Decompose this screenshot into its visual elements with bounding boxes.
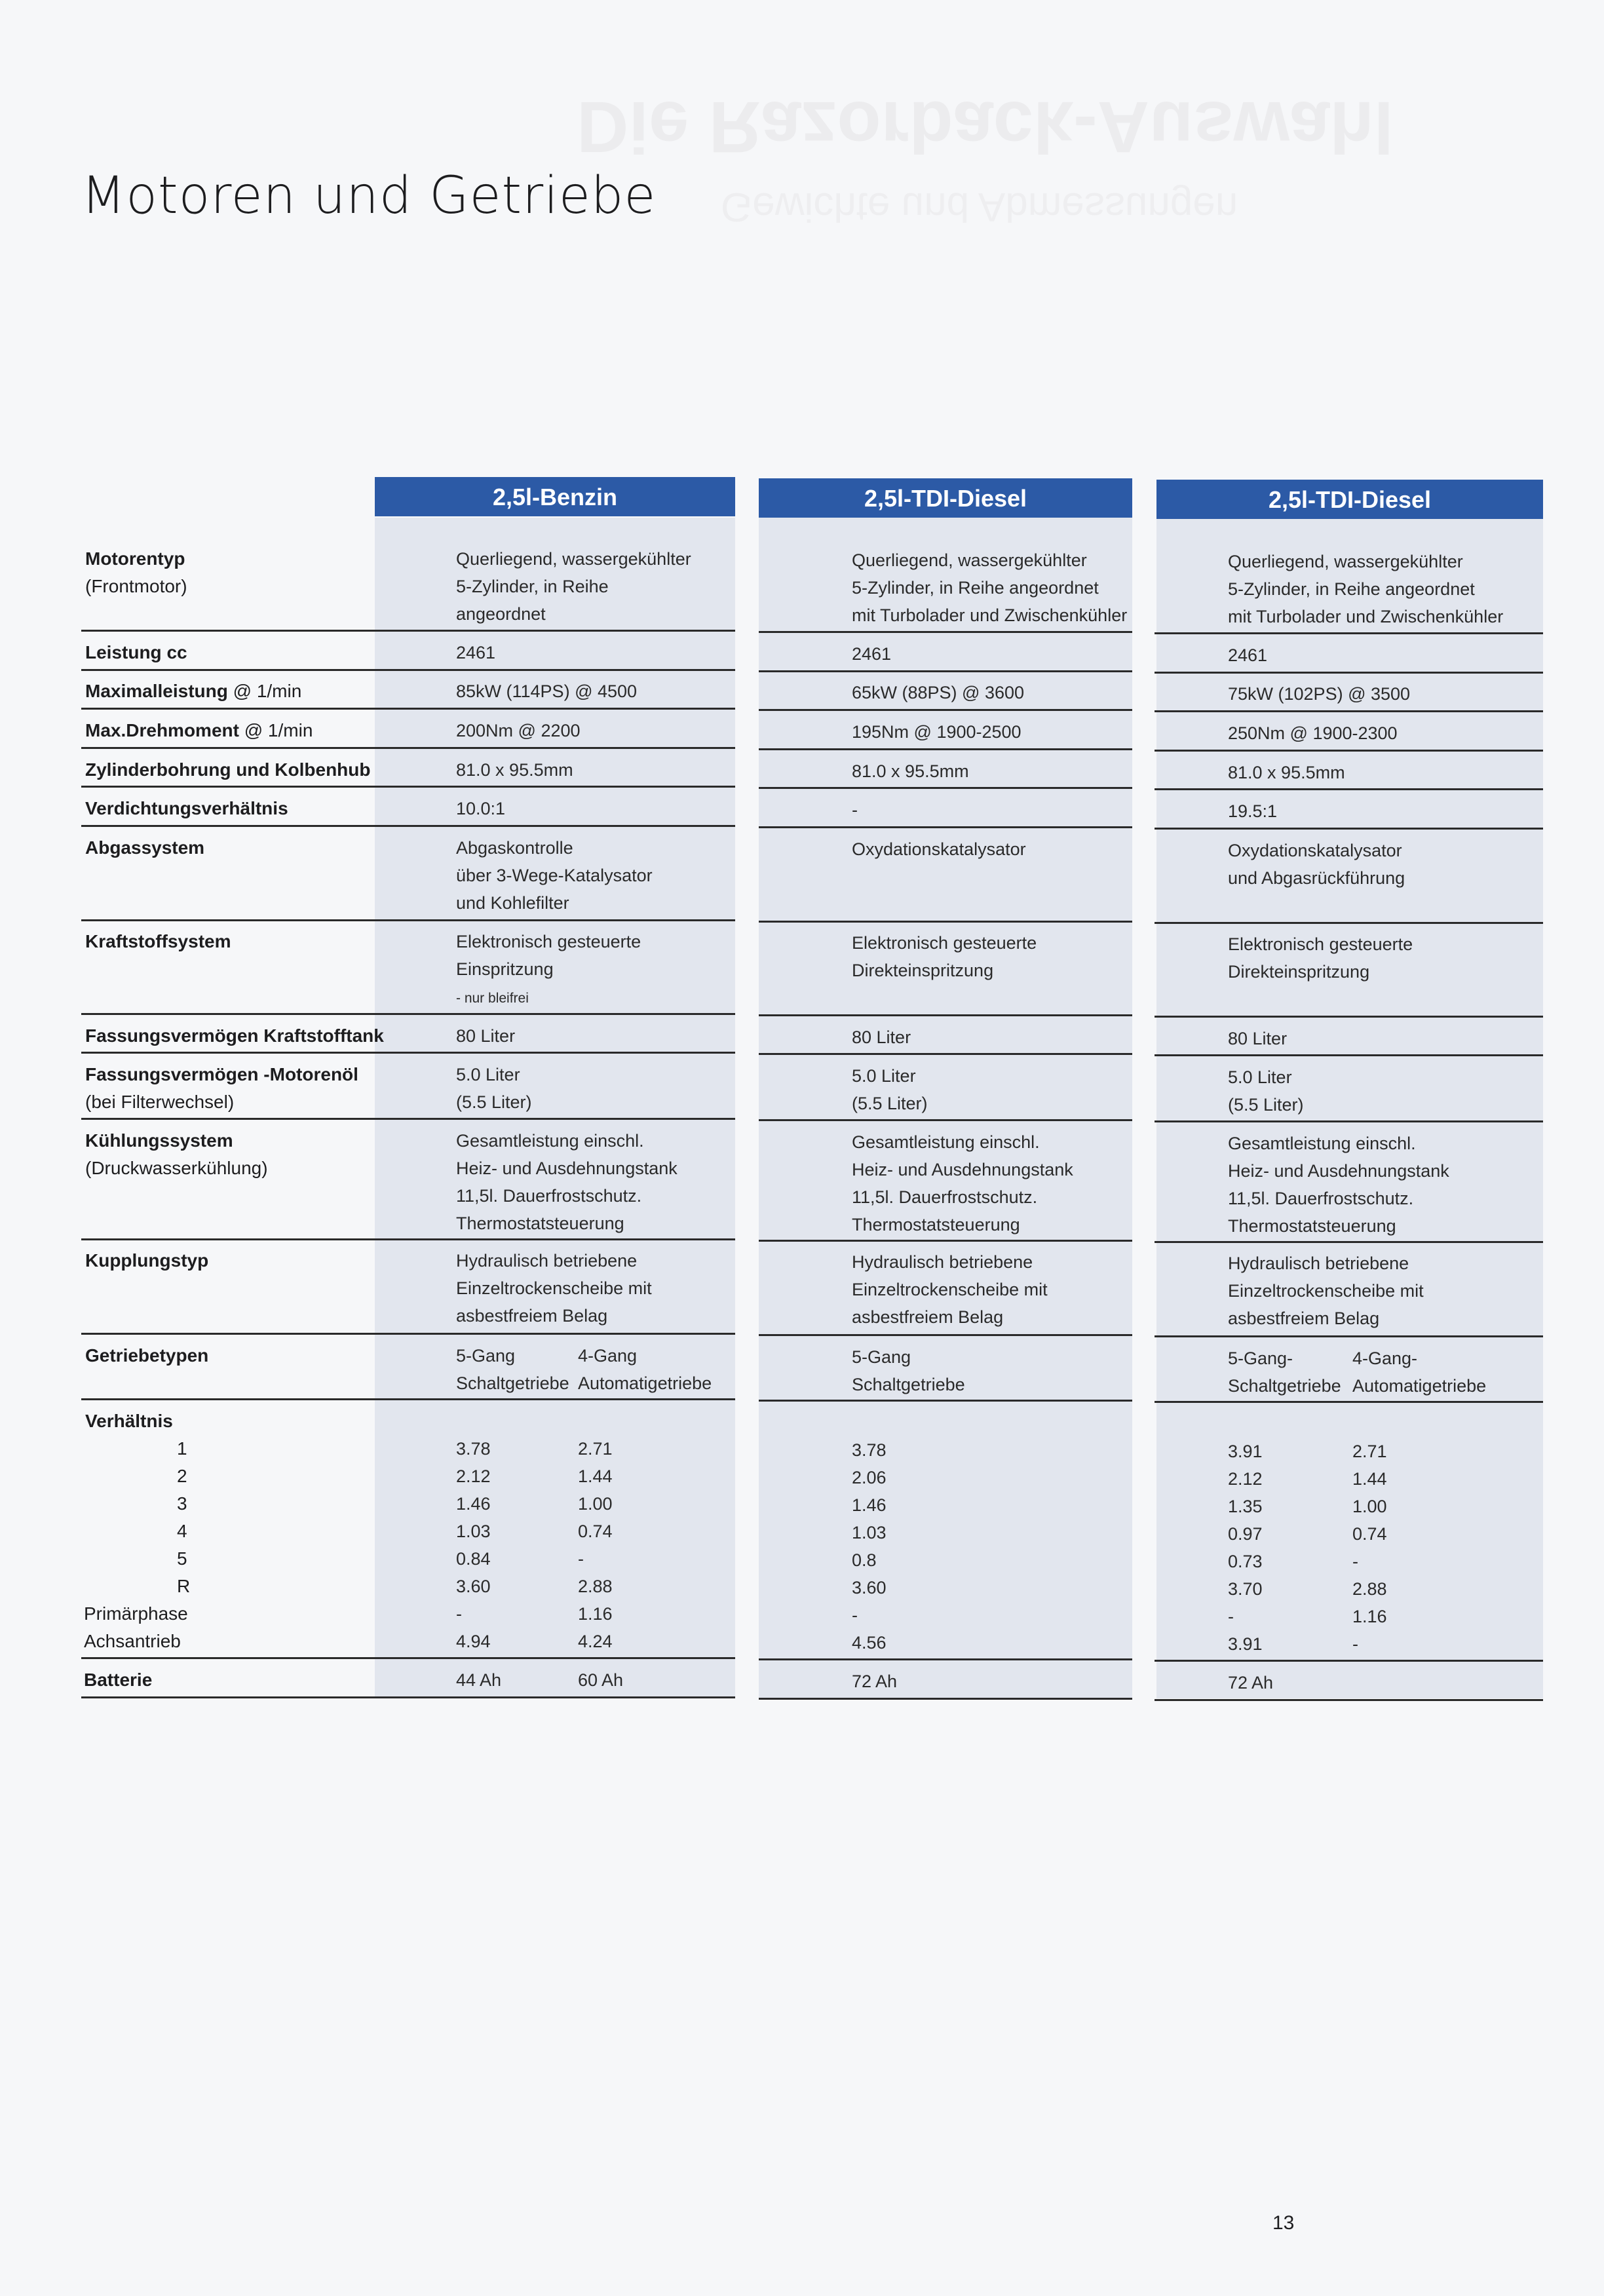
label-oel: Fassungsvermögen -Motorenöl (bei Filterwechsel) [85, 1064, 358, 1112]
rule-label-1 [81, 630, 735, 632]
c3-kraftstoff: Elektronisch gesteuerte Direkteinspritzung [1228, 934, 1413, 982]
label-kraftstoff: Kraftstoffsystem [85, 931, 231, 951]
rule-c2-15 [759, 1698, 1132, 1700]
rule-label-14 [81, 1657, 735, 1659]
rule-c2-6 [759, 826, 1132, 828]
ratio-key-primaer: Primärphase [84, 1603, 188, 1624]
rule-c3-12 [1155, 1335, 1543, 1337]
rule-label-9 [81, 1052, 735, 1054]
rule-label-4 [81, 747, 735, 749]
column-header-benzin: 2,5l-Benzin [375, 477, 735, 516]
c3-oel: 5.0 Liter (5.5 Liter) [1228, 1067, 1304, 1115]
c3-motorentyp: Querliegend, wassergekühlter 5-Zylinder, in Reihe angeordnet mit Turbolader und Zwischenkühler [1228, 552, 1504, 626]
c3-ratio-b: 2.71 1.44 1.00 0.74 - 2.88 1.16 - [1352, 1442, 1387, 1654]
rule-c3-4 [1155, 750, 1543, 752]
rule-label-8 [81, 1013, 735, 1015]
rule-c3-7 [1155, 922, 1543, 924]
label-getriebe: Getriebetypen [85, 1345, 209, 1366]
c1-drehmoment: 200Nm @ 2200 [456, 721, 581, 740]
rule-c3-10 [1155, 1120, 1543, 1122]
label-verhaeltnis: Verhältnis [85, 1411, 173, 1431]
c3-batterie-a: 72 Ah [1228, 1673, 1274, 1693]
rule-label-12 [81, 1333, 735, 1335]
ratio-key-3: 3 [177, 1493, 187, 1514]
c3-abgas: Oxydationskatalysator und Abgasrückführung [1228, 841, 1405, 888]
rule-c2-8 [759, 1014, 1132, 1016]
ghost-print-through-sub: Gewichte und Abmessungen [721, 184, 1238, 229]
c2-maxleistung: 65kW (88PS) @ 3600 [852, 683, 1025, 702]
c1-verdichtung: 10.0:1 [456, 799, 506, 818]
label-abgas: Abgassystem [85, 837, 205, 858]
c2-verdichtung: - [852, 800, 858, 820]
c3-ratio-a: 3.91 2.12 1.35 0.97 0.73 3.70 - 3.91 [1228, 1442, 1263, 1654]
rule-label-3 [81, 708, 735, 710]
rule-c3-14 [1155, 1660, 1543, 1662]
c3-kupplung: Hydraulisch betriebene Einzeltrockenscheibe mit asbestfreiem Belag [1228, 1253, 1424, 1328]
label-tank: Fassungsvermögen Kraftstofftank [85, 1025, 384, 1046]
rule-label-7 [81, 919, 735, 921]
page-title: Motoren und Getriebe [81, 166, 657, 225]
rule-c3-8 [1155, 1016, 1543, 1018]
rule-label-15 [81, 1696, 735, 1698]
label-kuehlung: Kühlungssystem (Druckwasserkühlung) [85, 1130, 268, 1178]
rule-c2-12 [759, 1334, 1132, 1336]
c2-abgas: Oxydationskatalysator [852, 839, 1026, 859]
c1-getriebe-a: 5-Gang Schaltgetriebe [456, 1346, 569, 1393]
c1-kuehlung: Gesamtleistung einschl. Heiz- und Ausdehnungstank 11,5l. Dauerfrostschutz. Thermostatsteuerung [456, 1131, 678, 1233]
page-number: 13 [1272, 2212, 1295, 2234]
c1-tank: 80 Liter [456, 1026, 516, 1046]
c2-kraftstoff: Elektronisch gesteuerte Direkteinspritzung [852, 933, 1037, 980]
rule-c2-7 [759, 921, 1132, 923]
label-drehmoment: Max.Drehmoment @ 1/min [85, 720, 313, 740]
label-maxleistung: Maximalleistung @ 1/min [85, 681, 302, 701]
label-motorentyp: Motorentyp (Frontmotor) [85, 548, 187, 596]
rule-c3-6 [1155, 828, 1543, 830]
rule-c3-9 [1155, 1054, 1543, 1056]
c2-drehmoment: 195Nm @ 1900-2500 [852, 722, 1022, 742]
rule-label-5 [81, 786, 735, 788]
c2-kupplung: Hydraulisch betriebene Einzeltrockenscheibe mit asbestfreiem Belag [852, 1252, 1048, 1327]
c1-ratio-a: 3.78 2.12 1.46 1.03 0.84 3.60 - 4.94 [456, 1439, 491, 1651]
rule-label-13 [81, 1398, 735, 1400]
rule-c2-9 [759, 1053, 1132, 1055]
column-header-tdi-88: 2,5l-TDI-Diesel [759, 478, 1132, 518]
label-batterie: Batterie [84, 1670, 153, 1690]
ratio-key-achs: Achsantrieb [84, 1631, 181, 1651]
rule-c3-11 [1155, 1241, 1543, 1243]
rule-c3-3 [1155, 710, 1543, 712]
c3-verdichtung: 19.5:1 [1228, 801, 1278, 821]
c1-motorentyp: Querliegend, wassergekühlter 5-Zylinder, in Reihe angeordnet [456, 549, 691, 624]
rule-c3-1 [1155, 632, 1543, 634]
rule-c3-13 [1155, 1401, 1543, 1403]
rule-c2-3 [759, 709, 1132, 711]
rule-c2-4 [759, 748, 1132, 750]
rule-c3-15 [1155, 1699, 1543, 1701]
rule-c2-2 [759, 670, 1132, 672]
c2-motorentyp: Querliegend, wassergekühlter 5-Zylinder, in Reihe angeordnet mit Turbolader und Zwischenkühler [852, 550, 1128, 625]
c1-leistung: 2461 [456, 643, 496, 662]
column-header-tdi-102: 2,5l-TDI-Diesel [1156, 480, 1543, 519]
c3-getriebe-b: 4-Gang- Automatigetriebe [1352, 1349, 1487, 1396]
c1-batterie-b: 60 Ah [578, 1670, 624, 1690]
c3-kuehlung: Gesamtleistung einschl. Heiz- und Ausdehnungstank 11,5l. Dauerfrostschutz. Thermostatsteuerung [1228, 1134, 1449, 1236]
label-verdichtung: Verdichtungsverhältnis [85, 798, 288, 818]
c2-getriebe-a: 5-Gang Schaltgetriebe [852, 1347, 965, 1394]
c1-oel: 5.0 Liter (5.5 Liter) [456, 1065, 532, 1112]
c2-ratio-a: 3.78 2.06 1.46 1.03 0.8 3.60 - 4.56 [852, 1440, 887, 1653]
c1-kupplung: Hydraulisch betriebene Einzeltrockenscheibe mit asbestfreiem Belag [456, 1251, 652, 1326]
ratio-key-r: R [177, 1576, 191, 1596]
ratio-key-2: 2 [177, 1466, 187, 1486]
c3-drehmoment: 250Nm @ 1900-2300 [1228, 723, 1398, 743]
label-leistung: Leistung cc [85, 642, 187, 662]
c2-bohrung: 81.0 x 95.5mm [852, 761, 969, 781]
rule-label-6 [81, 825, 735, 827]
c2-tank: 80 Liter [852, 1027, 911, 1047]
c1-abgas: Abgaskontrolle über 3-Wege-Katalysator und Kohlefilter [456, 838, 653, 913]
rule-c2-11 [759, 1240, 1132, 1242]
rule-c3-5 [1155, 788, 1543, 790]
c1-ratio-b: 2.71 1.44 1.00 0.74 - 2.88 1.16 4.24 [578, 1439, 613, 1651]
c2-kuehlung: Gesamtleistung einschl. Heiz- und Ausdehnungstank 11,5l. Dauerfrostschutz. Thermostatsteuerung [852, 1132, 1073, 1234]
rule-c2-1 [759, 631, 1132, 633]
rule-c2-10 [759, 1119, 1132, 1121]
c1-bohrung: 81.0 x 95.5mm [456, 760, 573, 780]
ratio-key-4: 4 [177, 1521, 187, 1541]
rule-c3-2 [1155, 672, 1543, 674]
c1-batterie-a: 44 Ah [456, 1670, 502, 1690]
c1-getriebe-b: 4-Gang Automatigetriebe [578, 1346, 712, 1393]
c1-maxleistung: 85kW (114PS) @ 4500 [456, 681, 638, 701]
c2-batterie-a: 72 Ah [852, 1672, 898, 1691]
c3-tank: 80 Liter [1228, 1029, 1288, 1048]
c3-bohrung: 81.0 x 95.5mm [1228, 763, 1345, 782]
rule-c2-5 [759, 787, 1132, 789]
c2-oel: 5.0 Liter (5.5 Liter) [852, 1066, 928, 1113]
rule-label-11 [81, 1238, 735, 1240]
rule-c2-13 [759, 1400, 1132, 1402]
ghost-print-through: Die Razorback-Auswahl [577, 86, 1394, 167]
rule-label-2 [81, 669, 735, 671]
rule-label-10 [81, 1118, 735, 1120]
c2-leistung: 2461 [852, 644, 892, 664]
label-kupplung: Kupplungstyp [85, 1250, 209, 1271]
c3-maxleistung: 75kW (102PS) @ 3500 [1228, 684, 1411, 704]
rule-c2-14 [759, 1658, 1132, 1660]
c1-kraftstoff: Elektronisch gesteuerte Einspritzung - nur bleifrei [456, 932, 641, 1006]
c3-leistung: 2461 [1228, 645, 1268, 665]
ratio-key-5: 5 [177, 1548, 187, 1569]
c3-getriebe-a: 5-Gang- Schaltgetriebe [1228, 1349, 1341, 1396]
label-bohrung: Zylinderbohrung und Kolbenhub [85, 759, 371, 780]
ratio-key-1: 1 [177, 1438, 187, 1459]
